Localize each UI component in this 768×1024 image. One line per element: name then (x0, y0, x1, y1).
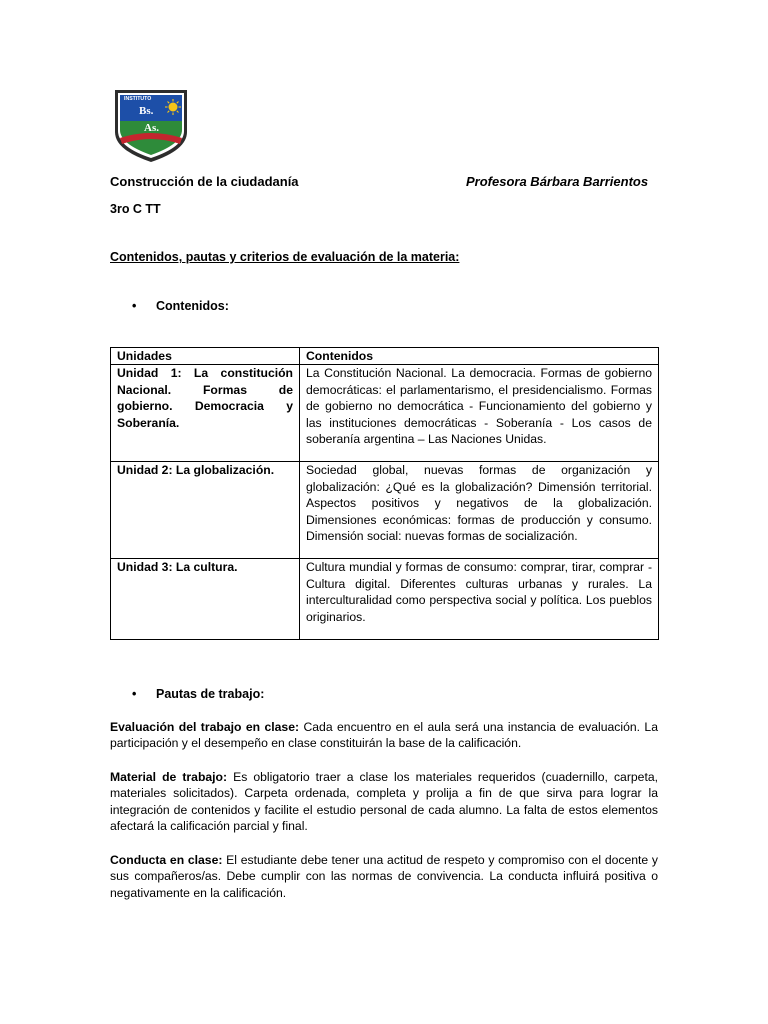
class-group: 3ro C TT (110, 202, 161, 216)
bullet-contenidos (132, 298, 229, 314)
paragraph-label: Evaluación del trabajo en clase: (110, 720, 300, 734)
school-crest-logo (112, 88, 190, 164)
content-cell: La Constitución Nacional. La democracia. Formas de gobierno democráticas: el parlamentarismo, el presidencialismo. Formas de gobierno no democrática - Funcionamiento del gobierno y las instituciones democráticas - Soberanía - Los casos de soberanía argentina – Las Naciones Unidas. (300, 365, 659, 462)
bullet-dot-icon: • (132, 687, 137, 701)
table-row (111, 365, 659, 462)
teacher-name: Profesora Bárbara Barrientos (466, 174, 649, 189)
course-title: Construcción de la ciudadanía (110, 174, 299, 189)
table-row (111, 462, 659, 559)
crest-line2: As. (144, 122, 159, 134)
bullet-pautas (132, 686, 265, 702)
paragraph-material (110, 769, 658, 835)
paragraph-label: Material de trabajo: (110, 770, 228, 784)
unit-cell: Unidad 2: La globalización. (111, 462, 300, 559)
paragraph-label: Conducta en clase: (110, 853, 223, 867)
paragraph-evaluacion (110, 719, 658, 752)
header-contenidos: Contenidos (300, 348, 659, 365)
section-title: Contenidos, pautas y criterios de evaluación de la materia: (110, 250, 460, 264)
unit-cell: Unidad 1: La constitución Nacional. Formas de gobierno. Democracia y Soberanía. (111, 365, 300, 462)
paragraph-text: Es obligatorio traer a clase los materiales requeridos (cuadernillo, carpeta, materiales solicitados). Carpeta ordenada, completa y prolija a fin de que sirva para lograr la integración de contenidos y facilite el estudio personal de cada alumno. La falta de estos elementos afectará la calificación parcial y final. (110, 770, 659, 834)
paragraph-text: El estudiante debe tener una actitud de respeto y compromiso con el docente y sus compañeros/as. Debe cumplir con las normas de convivencia. La conducta influirá positiva o negativamente en la calificación. (110, 853, 659, 900)
content-cell: Sociedad global, nuevas formas de organización y globalización: ¿Qué es la globalización? Dimensión territorial. Aspectos positivos y negativos de la globalización. Dimensiones económicas: formas de producción y consumo. Dimensión social: nuevas formas de socialización. (300, 462, 659, 559)
bullet-dot-icon: • (132, 299, 137, 313)
table-row (111, 559, 659, 640)
header-unidades: Unidades (111, 348, 300, 365)
crest-top-text: INSTITUTO (124, 96, 152, 102)
bullet-contenidos-label: Contenidos: (156, 299, 229, 313)
crest-line1: Bs. (139, 105, 154, 117)
units-table (110, 347, 659, 640)
crest-icon (112, 88, 190, 164)
bullet-pautas-label: Pautas de trabajo: (156, 687, 265, 701)
paragraph-text: Cada encuentro en el aula será una instancia de evaluación. La participación y el desempeño en clase constituirán la base de la calificación. (110, 720, 658, 751)
unit-cell: Unidad 3: La cultura. (111, 559, 300, 640)
paragraph-conducta (110, 852, 658, 901)
table-header-row (111, 348, 659, 365)
content-cell: Cultura mundial y formas de consumo: comprar, tirar, comprar - Cultura digital. Diferentes culturas urbanas y rurales. La interculturalidad como perspectiva social y política. Los pueblos originarios. (300, 559, 659, 640)
